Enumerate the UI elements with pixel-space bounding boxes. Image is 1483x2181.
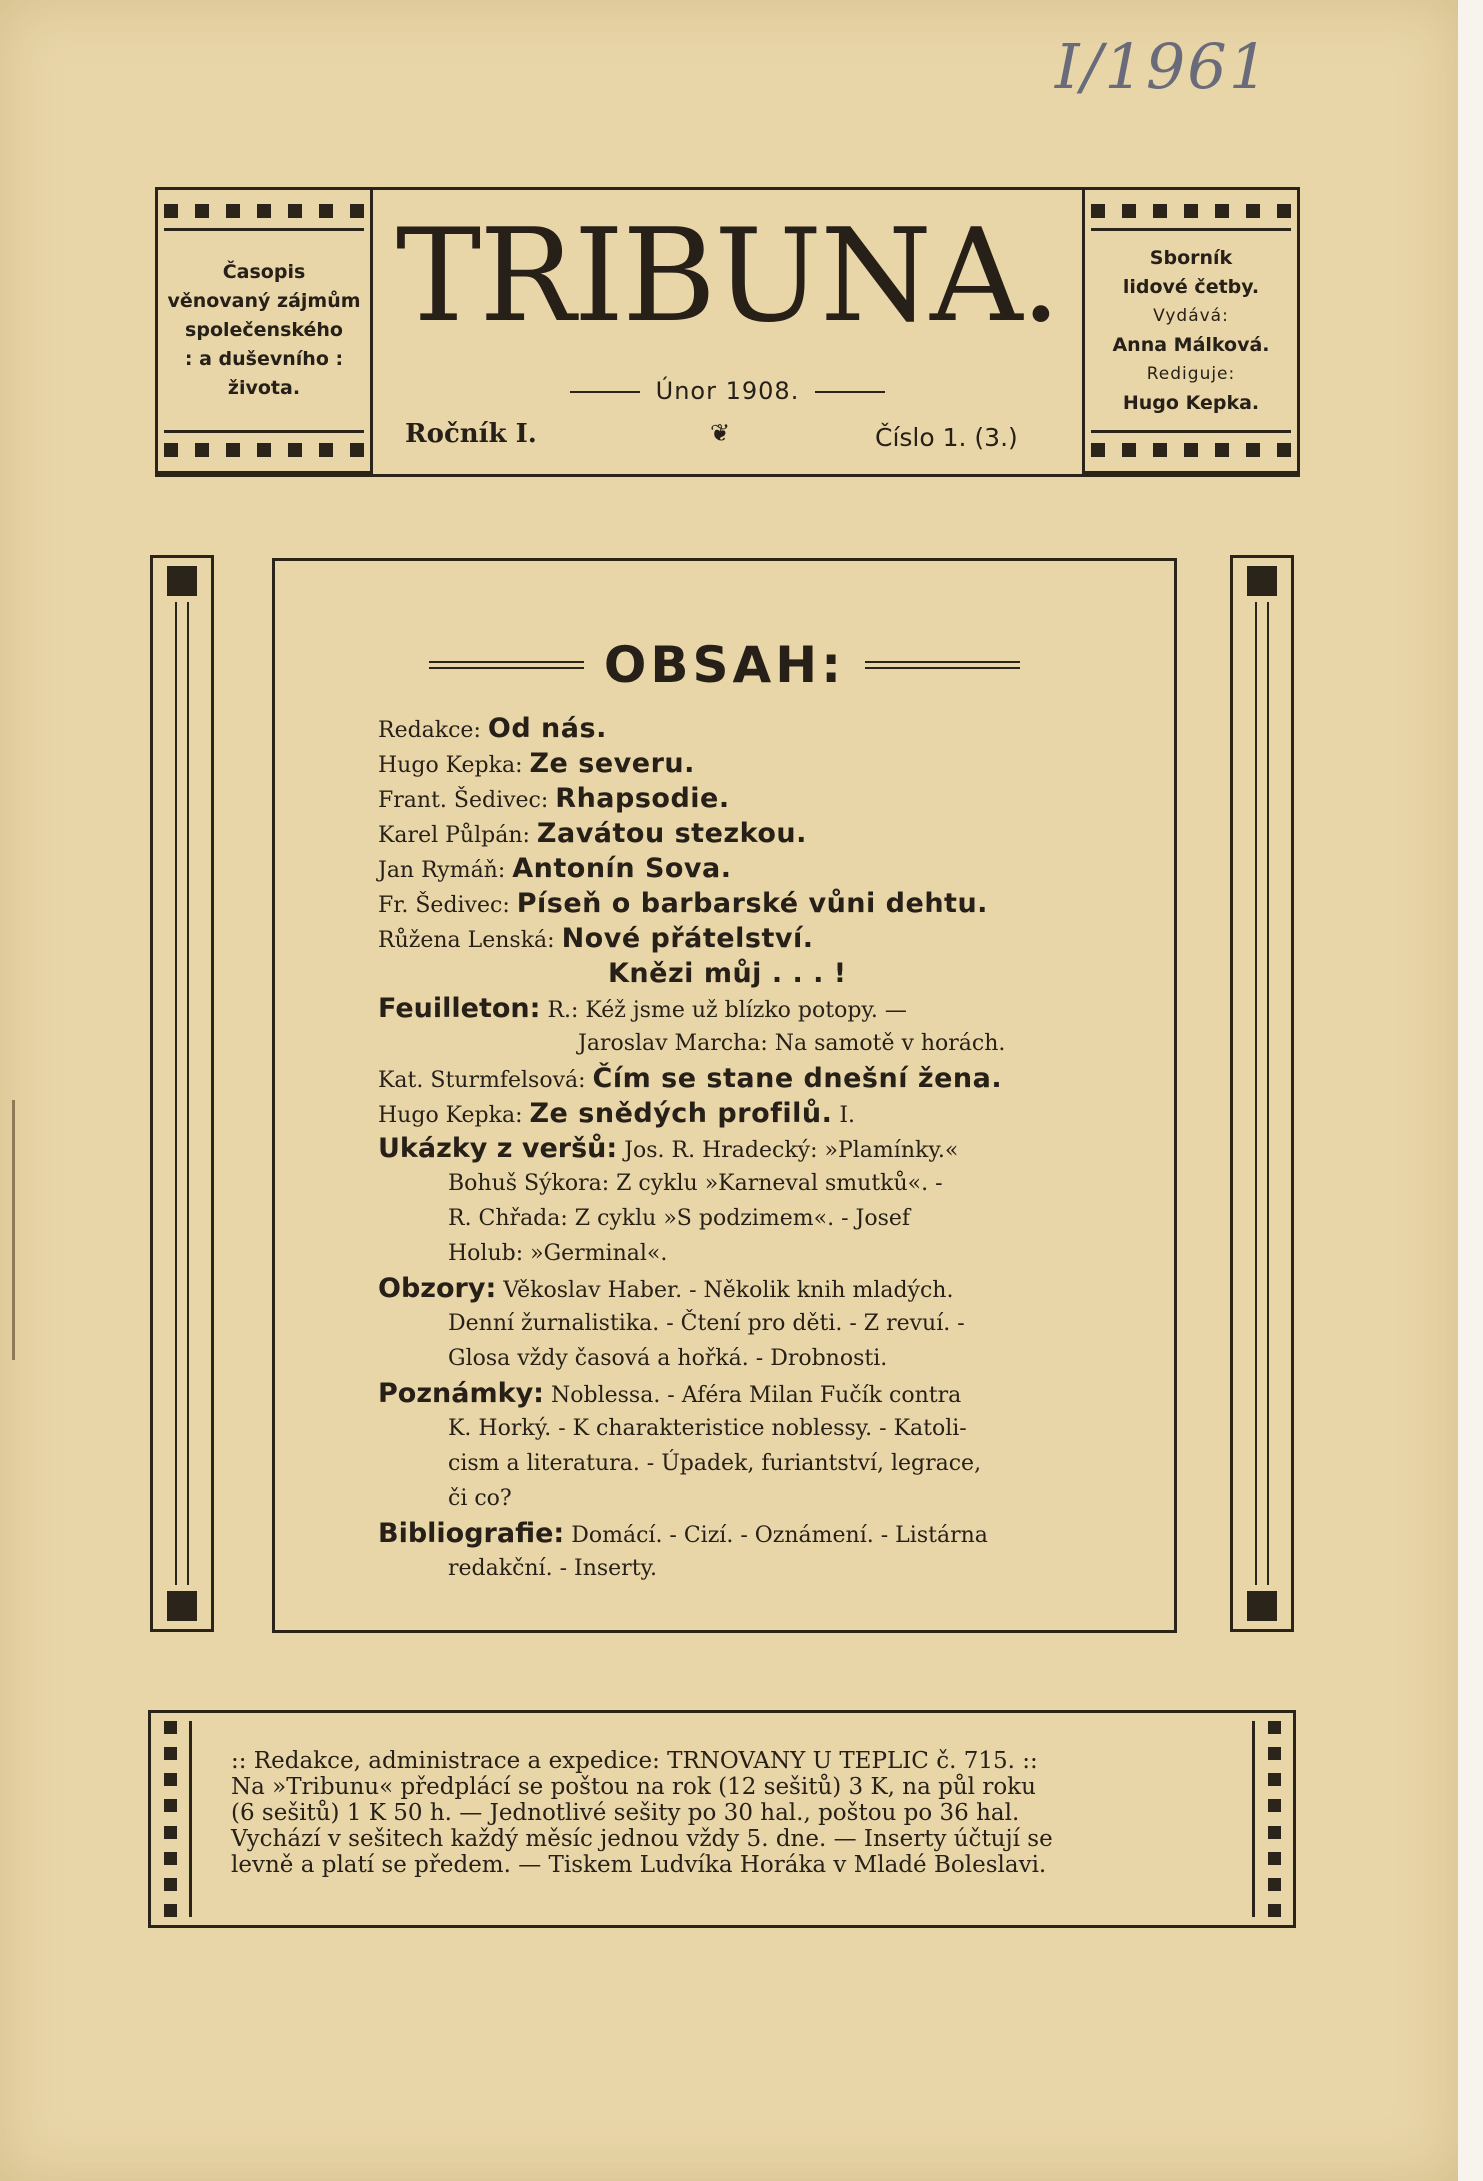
toc-entry: Redakce: Od nás. [378,713,607,744]
toc-entry: Hugo Kepka: Ze snědých profilů. I. [378,1098,856,1129]
toc-entry: Fr. Šedivec: Píseň o barbarské vůni dehtu. [378,888,988,919]
masthead-left-box [155,187,373,474]
toc-poznamky: Poznámky: Noblessa. - Aféra Milan Fučík contra [378,1378,962,1409]
volume-label: Ročník I. [405,419,537,449]
toc-verses: Ukázky z veršů: Jos. R. Hradecký: »Plamínky.« [378,1133,959,1164]
decorative-pillar-left [150,555,214,1632]
toc-feuilleton: Feuilleton: R.: Kéž jsme už blízko potopy. — [378,993,907,1024]
imprint-box [148,1710,1296,1928]
masthead-right-box [1082,187,1300,474]
staple-mark [12,1100,15,1360]
toc-entry: Hugo Kepka: Ze severu. [378,748,695,779]
table-of-contents [272,558,1177,1633]
issue-date: Únor 1908. [385,377,1070,405]
decorative-pillar-right [1230,555,1294,1632]
handwritten-note-text: I/1961 [1055,30,1271,103]
ornament-icon: ❦ [710,419,731,447]
handwritten-note [1055,30,1365,120]
toc-entry: Frant. Šedivec: Rhapsodie. [378,783,730,814]
masthead [155,187,1300,477]
imprint-text: :: Redakce, administrace a expedice: TRNOVANY U TEPLIC č. 715. :: Na »Tribunu« předplácí se poštou na rok (12 sešitů) 3 K, na půl roku (6 sešitů) 1 K 50 h. — Jednotlivé sešity po 30 hal., poštou po 36 hal. Vychází v sešitech každý měsíc jednou vždy 5. dne. — Inserty účtují se levně a platí se předem. — Tiskem Ludvíka Horáka v Mladé Boleslavi. [231,1748,1053,1878]
magazine-title: TRIBUNA. [395,202,1060,351]
toc-entry: Kat. Sturmfelsová: Čím se stane dnešní žena. [378,1063,1003,1094]
contents-heading: OBSAH: [275,636,1174,694]
toc-entry: Karel Půlpán: Zavátou stezkou. [378,818,807,849]
issue-number: Číslo 1. (3.) [875,423,1018,452]
toc-obzory: Obzory: Věkoslav Haber. - Několik knih mladých. [378,1273,954,1304]
publisher-info: Sborník lidové četby. Vydává: Anna Málková. Rediguje: Hugo Kepka. [1112,246,1270,414]
toc-entry: Růžena Lenská: Nové přátelství. [378,923,814,954]
page-edge [1458,0,1483,2181]
magazine-description: Časopis věnovaný zájmům společenského : a duševního : života. [167,261,361,399]
contents-list: Redakce: Od nás. Hugo Kepka: Ze severu. Frant. Šedivec: Rhapsodie. Karel Půlpán: Zavátou stezkou. Jan Rymáň: Antonín Sova. Fr. Šedivec: Píseň o barbarské vůni dehtu. Růžena Lenská: Nové přátelství. Knězi můj . . . ! Feuilleton: R.: Kéž jsme už blízko potopy. — Jaroslav Marcha: Na samotě v horách. Kat. Sturmfelsová: Čím se stane dnešní žena. Hugo Kepka: Ze snědých profilů. I. Ukázky z veršů: Jos. R. Hradecký: »Plamínky.« Bohuš Sýkora: Z cyklu »Karneval smutků«. - R. Chřada: Z cyklu »S podzimem«. - Josef Holub: »Germinal«. Obzory: Věkoslav Haber. - Několik knih mladých. Denní žurnalistika. - Čtení pro děti. - Z revuí. - Glosa vždy časová a hořká. - Drobnosti. Poznámky: Noblessa. - Aféra Milan Fučík contra K. Horký. - K charakteristice noblessy. - Katoli- cism a literatura. - Úpadek, furiantství, legrace, či co? Bibliografie: Domácí. - Cizí. - Oznámení. - Listárna redakční. - Inserty. [378,711,1078,1586]
toc-bibliografie: Bibliografie: Domácí. - Cizí. - Oznámení. - Listárna [378,1518,988,1549]
toc-entry: Knězi můj . . . ! [608,958,847,989]
toc-entry: Jan Rymáň: Antonín Sova. [378,853,732,884]
